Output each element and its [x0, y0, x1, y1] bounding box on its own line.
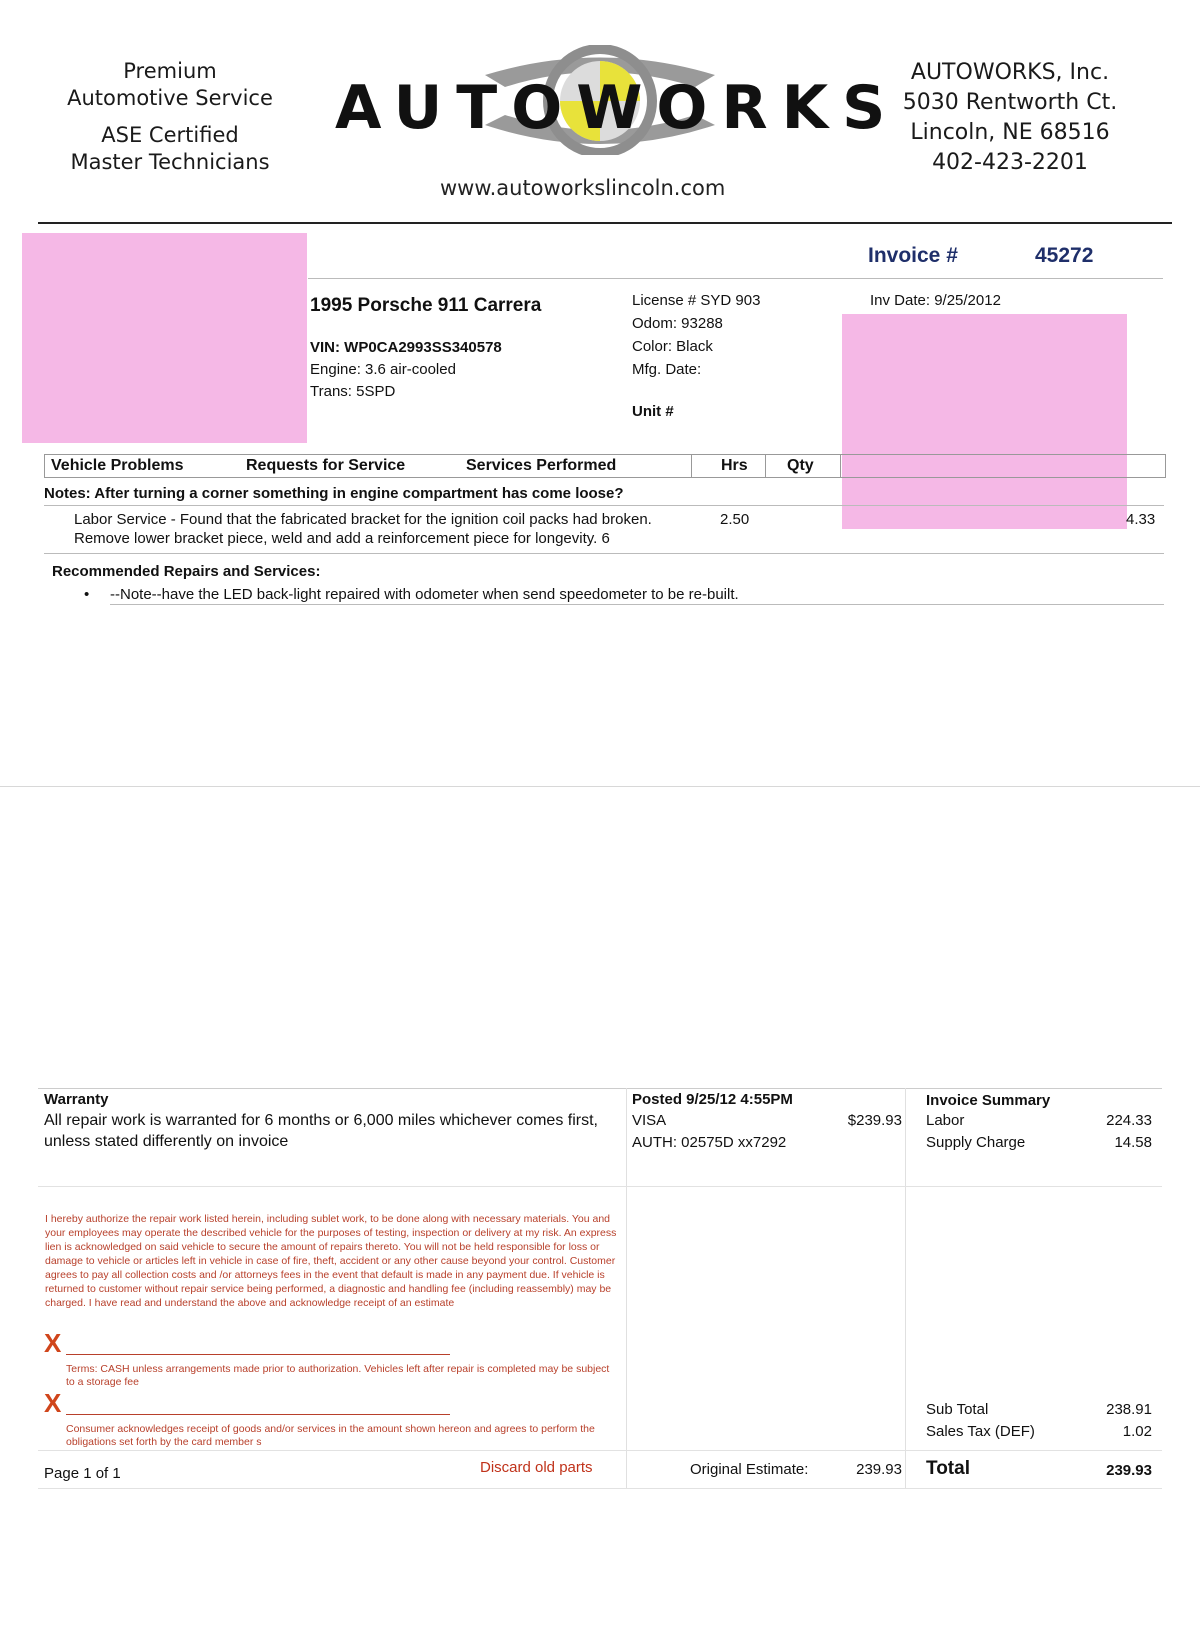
- posted-left-border: [626, 1088, 627, 1488]
- warranty-line-1: All repair work is warranted for 6 months or 6,000 miles whichever comes first,: [44, 1112, 598, 1129]
- company-phone: 402-423-2201: [932, 150, 1088, 175]
- invoice-date: Inv Date: 9/25/2012: [870, 292, 1001, 309]
- vehicle-odometer: Odom: 93288: [632, 315, 723, 332]
- recommended-item: --Note--have the LED back-light repaired with odometer when send speedometer to be re-built.: [110, 586, 739, 603]
- invoice-number: 45272: [1035, 244, 1094, 267]
- col-hrs: Hrs: [721, 457, 748, 474]
- signature-line-1: [66, 1354, 450, 1355]
- authorization-text: I hereby authorize the repair work listed herein, including sublet work, to be done along with necessary materials. You and your employees may operate the described vehicle for the purposes of testing, inspection or delivery at my risk. An express lien is acknowledged on said vehicle to secure the amount of repairs thereto. You will not be held responsible for loss or damage to vehicle or articles left in vehicle in case of fire, theft, accident or any other cause beyond your control. Customer agrees to pay all collection costs and /or attorneys fees in the event that default is made in any payment due. If vehicle is returned to customer without repair service being performed, a diagnostic and handling fee (including reassembly) may be charged. I have read and understand the above and acknowledge receipt of an estimate: [45, 1213, 617, 1309]
- col-qty: Qty: [787, 457, 814, 474]
- recommended-title: Recommended Repairs and Services:: [52, 563, 321, 580]
- invoice-rule: [308, 278, 1163, 279]
- vehicle-vin: VIN: WP0CA2993SS340578: [310, 339, 502, 356]
- signature-x-1: X: [44, 1328, 62, 1358]
- consumer-text: Consumer acknowledges receipt of goods and/or services in the amount shown hereon and agrees to perform the obligations set forth by the card member s: [66, 1423, 595, 1448]
- tagline-line: Master Technicians: [70, 150, 270, 174]
- subtotal-value: 238.91: [1106, 1401, 1152, 1418]
- col-divider: [765, 455, 766, 477]
- total-rule: [38, 1488, 1162, 1489]
- vehicle-trans: Trans: 5SPD: [310, 383, 396, 400]
- summary-title: Invoice Summary: [926, 1092, 1051, 1109]
- website-url: www.autoworkslincoln.com: [440, 176, 726, 200]
- service-notes: Notes: After turning a corner something in engine compartment has come loose?: [44, 485, 624, 502]
- signature-line-2: [66, 1414, 450, 1415]
- subtotal-label: Sub Total: [926, 1401, 989, 1418]
- tagline-line: ASE Certified: [101, 123, 239, 147]
- footer-top-rule: [38, 1088, 1162, 1089]
- summary-labor-label: Labor: [926, 1112, 965, 1129]
- original-estimate-label: Original Estimate:: [690, 1461, 809, 1478]
- col-services: Services Performed: [466, 457, 617, 474]
- redacted-account-note: [842, 314, 1127, 529]
- summary-supply-value: 14.58: [1114, 1134, 1152, 1151]
- page-count: Page 1 of 1: [44, 1465, 121, 1482]
- vehicle-unit: Unit #: [632, 403, 674, 420]
- labor-line-1: Labor Service - Found that the fabricated bracket for the ignition coil packs had broken.: [74, 511, 652, 528]
- labor-line-2: Remove lower bracket piece, weld and add a reinforcement piece for longevity. 6: [74, 530, 610, 547]
- summary-supply-label: Supply Charge: [926, 1134, 1026, 1151]
- company-street: 5030 Rentworth Ct.: [902, 90, 1118, 115]
- discard-parts-note: Discard old parts: [480, 1459, 593, 1476]
- warranty-title: Warranty: [44, 1091, 109, 1108]
- autoworks-logo: [335, 45, 900, 155]
- labor-rule: [44, 553, 1164, 554]
- company-city: Lincoln, NE 68516: [910, 120, 1110, 145]
- invoice-label: Invoice #: [868, 244, 958, 267]
- tax-value: 1.02: [1122, 1423, 1152, 1440]
- total-value: 239.93: [1106, 1462, 1152, 1479]
- vehicle-name: 1995 Porsche 911 Carrera: [310, 295, 542, 316]
- mid-rule: [38, 1186, 1162, 1187]
- labor-amount: 4.33: [1126, 511, 1156, 528]
- tagline-line: Automotive Service: [67, 86, 273, 110]
- payment-amount: $239.93: [847, 1112, 902, 1129]
- recommended-bullet: •: [84, 586, 90, 603]
- shop-tagline: [50, 58, 290, 176]
- summary-labor-value: 224.33: [1106, 1112, 1152, 1129]
- total-label: Total: [926, 1458, 970, 1479]
- tagline-line: Premium: [123, 59, 217, 83]
- labor-hours: 2.50: [720, 511, 750, 528]
- original-estimate-value: 239.93: [856, 1461, 902, 1478]
- col-divider: [691, 455, 692, 477]
- posted-title: Posted 9/25/12 4:55PM: [632, 1091, 793, 1108]
- terms-text: Terms: CASH unless arrangements made prior to authorization. Vehicles left after repair is completed may be subject to a storage fee: [66, 1363, 610, 1388]
- signature-x-2: X: [44, 1388, 62, 1418]
- recommended-rule: [110, 604, 1164, 605]
- vehicle-engine: Engine: 3.6 air-cooled: [310, 361, 456, 378]
- logo-wordmark: AUTOWORKS: [335, 73, 900, 143]
- vehicle-license: License # SYD 903: [632, 292, 761, 309]
- redacted-customer-note: [22, 233, 307, 443]
- vehicle-color: Color: Black: [632, 338, 713, 355]
- tax-label: Sales Tax (DEF): [926, 1423, 1035, 1440]
- payment-auth: AUTH: 02575D xx7292: [632, 1134, 787, 1151]
- col-divider: [840, 455, 841, 477]
- header-divider: [38, 222, 1172, 224]
- service-table-header: [44, 454, 1166, 478]
- notes-rule: [44, 505, 1164, 506]
- vehicle-mfg-date: Mfg. Date:: [632, 361, 702, 378]
- fold-line: [0, 786, 1200, 787]
- col-vehicle-problems: Vehicle Problems: [51, 457, 184, 474]
- col-requests: Requests for Service: [246, 457, 406, 474]
- footer-rule: [38, 1450, 1162, 1451]
- payment-method: VISA: [632, 1112, 667, 1129]
- warranty-line-2: unless stated differently on invoice: [44, 1133, 289, 1150]
- company-name: AUTOWORKS, Inc.: [910, 60, 1110, 85]
- summary-left-border: [905, 1088, 906, 1488]
- company-address: [890, 58, 1130, 178]
